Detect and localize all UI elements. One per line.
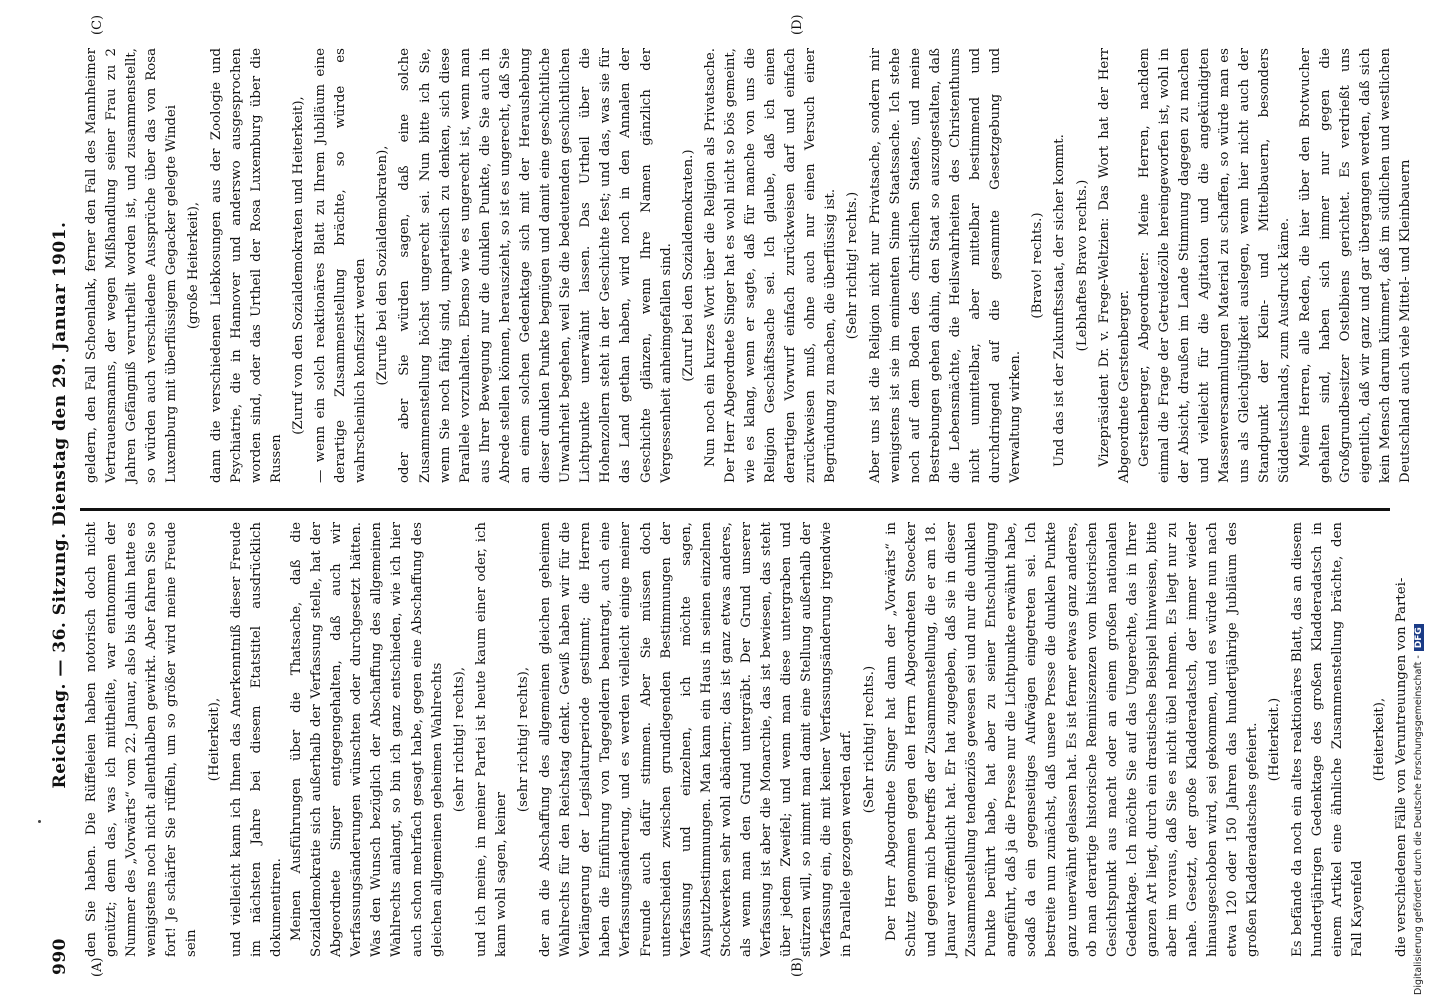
right-interjection: (Lebhaftes Bravo rechts.)	[1074, 179, 1090, 352]
margin-marker-c: (C)	[90, 14, 105, 35]
right-paragraph: Gerstenberger, Abgeordneter: Meine Herren, nachdem einmal die Frage der Getreidezölle hereingeworfen ist, wohl in der Absicht, draußen im Lande Stimmung dagegen zu machen und vielleicht für die Agitation und die angekündigten Massenversammlungen Material zu schaffen, so würde man es uns als Gleichgültigkeit auslegen, wenn hier nicht auch der Standpunkt der Klein- und Mittelbauern, besonders Süddeutschlands, zum Ausdruck käme.	[1136, 48, 1293, 483]
dfg-logo: DFG	[1414, 624, 1424, 651]
left-paragraph: Der Herr Abgeordnete Singer hat dann der „Vorwärts“ in Schutz genommen gegen den Herrn Abgeordneten Stoecker und gegen mich betreffs der Zusammenstellung, die er am 18. Januar veröffentlicht hat. Er hat zugegeben, daß sie in dieser Zusammenstellung tendenziös gewesen sei und nur die dunklen Punkte berührt habe, hat aber zu seiner Entschuldigung angeführt, daß ja die Presse nur die Lichtpunkte erwähnt habe, sodaß da ein gegenseitiges Aufwägen eingetreten sei. Ich bestreite nun zunächst, daß unsere Presse die dunklen Punkte ganz unerwähnt gelassen hat. Es ist ferner etwas ganz anderes, ob man derartige historische Reminiszenzen vom historischen Gesichtspunkt aus macht oder an einem großen nationalen Gedenktage. Ich möchte Sie auf das Ungerechte, das in Ihrer ganzen Art liegt, durch ein drastisches Beispiel hinweisen, bitte aber im voraus, daß Sie es nicht übel nehmen. Es liegt nur zu nahe. Gesetzt, der große Kladderadatsch, der immer wieder hinausgeschoben wird, sei gekommen, und es würde nun nach etwa 120 oder 150 Jahren das hundertjährige Jubiläum des großen Kladderadatsches gefeiert.	[883, 522, 1261, 957]
right-paragraph: oder aber Sie würden sagen, daß eine solche Zusammenstellung höchst ungerecht sei. Nun bitte ich Sie, wenn Sie noch fähig sind, unparteiisch zu denken, sich diese Parallele vorzuhalten. Ebenso wie es ungerecht ist, wenn man aus Ihrer Bewegung nur die dunklen Punkte, die Sie auch in Abrede stellen können, herauszieht, so ist es ungerecht, daß Sie an einem solchen Gedenktage sich mit der Heraushebung dieser dunklen Punkte begnügen und damit eine geschichtliche Unwahrheit begehen, weil Sie die bedeutenden geschichtlichen Lichtpunkte unerwähnt lassen. Das Urtheil über die Hohenzollern steht in der Geschichte fest; und das, was sie für das Land gethan haben, wird noch in den Annalen der Geschichte glänzen, wenn Ihre Namen gänzlich der Vergessenheit anheimgefallen sind.	[397, 48, 674, 483]
right-interjection: (Sehr richtig! rechts.)	[845, 191, 861, 340]
left-interjection: (Heiterkeit),	[206, 697, 222, 782]
right-column	[82, 48, 1413, 483]
left-interjection: (sehr richtig! rechts),	[515, 666, 531, 813]
left-interjection: (Sehr richtig! rechts.)	[861, 665, 877, 814]
left-paragraph: die verschiedenen Fälle von Veruntreuungen von Partei-	[1394, 577, 1409, 957]
right-paragraph: dann die verschiedenen Liebkosungen aus der Zoologie und Psychiatrie, die in Hannover und anderswo ausgesprochen worden sind, oder das Urtheil der Rosa Luxemburg über die Russen	[208, 48, 284, 483]
right-paragraph: geldern, den Fall Schoenlank, ferner den Fall des Mannheimer Vertrauensmanns, der wegen Mißhandlung seiner Frau zu 2 Jahren Gefängniß verurtheilt worden ist, und zusammenstellt, so würden auch verschiedene Aussprüche über das von Rosa Luxemburg mit überflüssigem Gegacker gelegte Windei	[84, 48, 180, 483]
right-interjection: (große Heiterkeit),	[186, 201, 202, 330]
left-interjection: (sehr richtig! rechts),	[451, 666, 467, 813]
footer-text: Digitalisierung gefördert durch die Deutsche Forschungsgemeinschaft -	[1413, 655, 1424, 995]
left-column	[82, 522, 1409, 957]
right-paragraph: Aber uns ist die Religion nicht nur Privatsache, sondern mir wenigstens ist sie im eminenten Sinne Staatssache. Ich stehe noch auf dem Boden des christlichen Staates, und meine Bestrebungen gehen dahin, den Staat so auszugestalten, daß die Lebensmächte, die Heilswahrheiten des Christenthums nicht unmittelbar, aber mittelbar bestimmend und durchdringend auf die gesammte Gesetzgebung und Verwaltung wirken.	[867, 48, 1024, 483]
left-interjection: (Heiterkeit.)	[1267, 697, 1283, 782]
margin-marker-d: (D)	[790, 14, 805, 35]
right-interjection: (Bravo! rechts.)	[1030, 212, 1046, 319]
left-paragraph: und vielleicht kann ich Ihnen das Anerkenntniß dieser Freude im nächsten Jahre bei diesem Etatstitel ausdrücklich dokumentiren.	[228, 522, 284, 957]
left-paragraph: und ich meine, in meiner Partei ist heute kaum einer oder, ich kann wohl sagen, keiner	[473, 522, 509, 957]
left-paragraph: den Sie haben. Die Rüffeleien haben notorisch doch nicht genützt; denn das, was ich mittheilte, war entnommen der Nummer des „Vorwärts“ vom 22. Januar, also bis dahin hatte es wenigstens noch nicht allenthalben gewirkt. Aber fahren Sie so fort! Je schärfer Sie rüffeln, um so größer wird meine Freude sein	[84, 522, 200, 957]
margin-marker-b: (B)	[790, 957, 805, 977]
right-paragraph: Und das ist der Zukunftsstaat, der sicher kommt.	[1052, 134, 1068, 467]
right-paragraph: Vizepräsident Dr. v. Frege-Weltzien: Das Wort hat der Herr Abgeordnete Gerstenberger.	[1096, 48, 1132, 483]
right-paragraph: — wenn ein solch reaktionäres Blatt zu Ihrem Jubiläum eine derartige Zusammenstellung brächte, so würde es wahrscheinlich konfiszirt werden	[313, 48, 369, 483]
right-interjection: (Zuruf bei den Sozialdemokraten.)	[680, 149, 696, 382]
page-number: 990	[50, 938, 70, 975]
column-divider	[80, 508, 1390, 511]
right-interjection: (Zurufe bei den Sozialdemokraten),	[375, 145, 391, 386]
left-paragraph: Es befände da noch ein altes reaktionäres Blatt, das an diesem hundertjährigen Gedenktage des großen Kladderadatsch in einem Artikel eine ähnliche Zusammenstellung brächte, den Fall Kayenfeld	[1289, 522, 1365, 957]
digitization-footer	[1413, 35, 1429, 995]
rotated-page	[50, 14, 1413, 977]
right-interjection: (Zuruf von den Sozialdemokraten und Heiterkeit),	[290, 96, 306, 435]
right-paragraph: Meine Herren, alle Reden, die hier über den Brotwucher gehalten sind, haben sich immer nur gegen die Großgrundbesitzer Ostelbiens gerichtet. Es verdrießt uns eigentlich, daß wir ganz und gar übergangen werden, daß sich kein Mensch darum kümmert, daß im südlichen und westlichen Deutschland auch viele Mittel- und Kleinbauern	[1297, 48, 1413, 483]
page-header	[50, 35, 76, 975]
right-paragraph: Nun noch ein kurzes Wort über die Religion als Privatsache. Der Herr Abgeordnete Singer hat es wohl nicht so bös gemeint, wie es klang, wenn er sagte, daß für manche von uns die Religion Geschäftssache sei. Ich glaube, daß ich einen derartigen Vorwurf einfach zurückweisen darf und einfach zurückweisen muß, ohne auch nur einen Versuch einer Begründung zu machen, die überflüssig ist.	[702, 48, 839, 483]
session-title: Reichstag. — 36. Sitzung. Dienstag den 29. Januar 1901.	[50, 221, 70, 789]
left-interjection: (Heiterkeit),	[1371, 697, 1387, 782]
left-paragraph: Meinen Ausführungen über die Thatsache, daß die Sozialdemokratie sich außerhalb der Verfassung stelle, hat der Abgeordnete Singer entgegengehalten, daß auch wir Verfassungsänderungen wünschten oder durchgesetzt hätten. Was den Wunsch bezüglich der Abschaffung des allgemeinen Wahlrechts anlangt, so bin ich ganz entschieden, wie ich hier auch schon mehrfach gesagt habe, gegen eine Abschaffung des gleichen allgemeinen geheimen Wahlrechts	[288, 522, 445, 957]
scan-speck	[38, 820, 41, 823]
left-paragraph: der an die Abschaffung des allgemeinen gleichen geheimen Wahlrechts für den Reichstag denkt. Gewiß haben wir für die Verlängerung der Legislaturperiode gestimmt; die Herren haben die Einführung von Tagegeldern beantragt, auch eine Verfassungsänderung, und es werden vielleicht einige meiner Freunde auch dafür stimmen. Aber Sie müssen doch unterscheiden zwischen grundlegenden Bestimmungen der Verfassung und einzelnen, ich möchte sagen, Ausputzbestimmungen. Man kann ein Haus in seinen einzelnen Stockwerken sehr wohl abändern; das ist ganz etwas anderes, als wenn man den Grund untergräbt. Der Grund unserer Verfassung ist aber die Monarchie, das ist bewiesen, das steht über jedem Zweifel; und wenn man diese untergraben und stürzen will, so nimmt man damit eine Stellung außerhalb der Verfassung ein, die mit keiner Verfassungsänderung irgendwie in Parallele gezogen werden darf.	[538, 522, 855, 957]
margin-marker-a: (A)	[90, 957, 105, 977]
